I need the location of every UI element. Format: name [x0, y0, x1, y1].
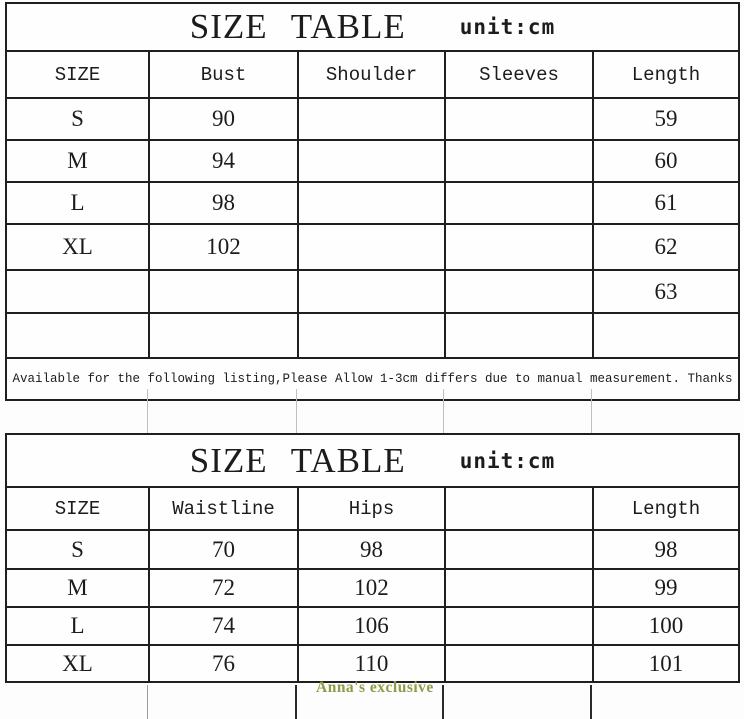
- table-cell: [446, 99, 594, 139]
- ghost-cell: [444, 389, 592, 433]
- table-row: [7, 568, 738, 606]
- table-cell: [299, 183, 446, 223]
- table-cell: [446, 141, 594, 181]
- size-table-top: [5, 2, 740, 401]
- table-row: [7, 223, 738, 269]
- table-cell: [150, 271, 299, 312]
- table-cell: [446, 225, 594, 269]
- table-cell: 99: [654, 575, 678, 600]
- table-cell: [446, 608, 594, 644]
- size-cell: XL: [7, 225, 150, 269]
- measurement-note: Available for the following listing,Please Allow 1-3cm differs due to manual measurement. Thanks: [7, 357, 738, 399]
- table-cell: 70: [150, 531, 299, 568]
- table-cell: [446, 271, 594, 312]
- col-header-waistline: Waistline: [150, 488, 299, 529]
- size-cell: [7, 314, 150, 357]
- table-cell: 102: [150, 225, 299, 269]
- partial-cell: [444, 685, 592, 719]
- table-cell: 100: [648, 613, 684, 638]
- table-cell: 60: [654, 148, 678, 173]
- table-cell: [446, 646, 594, 681]
- size-cell: S: [7, 99, 150, 139]
- table-row: [7, 97, 738, 139]
- col-header-empty: [446, 488, 594, 529]
- unit-label: unit:cm: [459, 448, 556, 473]
- size-cell: L: [7, 183, 150, 223]
- table-cell: [299, 314, 446, 357]
- table-cell: 62: [654, 234, 678, 259]
- size-cell: M: [7, 141, 150, 181]
- table-title: SIZE TABLE: [189, 7, 406, 46]
- table-cell: 110: [299, 646, 446, 681]
- table-cell: 59: [654, 106, 678, 131]
- table-cell: [446, 531, 594, 568]
- ghost-cell: [5, 389, 148, 433]
- table-cell: 101: [648, 650, 684, 676]
- table-cell: 102: [299, 570, 446, 606]
- table-cell: 61: [654, 190, 678, 215]
- partial-cell: [5, 685, 148, 719]
- table-cell: 98: [654, 536, 678, 562]
- table-cell: [299, 141, 446, 181]
- table-row: [7, 181, 738, 223]
- col-header-sleeves: Sleeves: [446, 52, 594, 97]
- header-row: [7, 52, 738, 97]
- header-row: [7, 488, 738, 529]
- table-row: [7, 606, 738, 644]
- table-cell: [446, 314, 594, 357]
- table-title: SIZE TABLE: [189, 440, 406, 480]
- col-header-size: SIZE: [7, 488, 150, 529]
- table-title-row: [7, 435, 738, 488]
- table-cell: 98: [299, 531, 446, 568]
- table-cell: [446, 570, 594, 606]
- table-cell: [446, 183, 594, 223]
- size-table-bottom: [5, 433, 740, 683]
- watermark: Anna's exclusive: [316, 679, 434, 696]
- table-title-row: [7, 4, 738, 52]
- partial-cell: [592, 685, 740, 719]
- partial-cell: [148, 685, 297, 719]
- table-cell: 63: [654, 278, 678, 304]
- col-header-shoulder: Shoulder: [299, 52, 446, 97]
- ghost-cell: [297, 389, 444, 433]
- table-row: [7, 139, 738, 181]
- table-cell: 74: [150, 608, 299, 644]
- table-cell: [150, 314, 299, 357]
- table-cell: [299, 225, 446, 269]
- table-row: [7, 644, 738, 681]
- table-cell: 76: [150, 646, 299, 681]
- ghost-cell: [148, 389, 297, 433]
- size-cell: XL: [7, 646, 150, 681]
- unit-label: unit:cm: [459, 15, 556, 39]
- col-header-length: Length: [631, 63, 701, 86]
- table-cell: 106: [299, 608, 446, 644]
- size-cell: [7, 271, 150, 312]
- table-cell: 72: [150, 570, 299, 606]
- table-cell: 90: [150, 99, 299, 139]
- table-cell: 94: [150, 141, 299, 181]
- ghost-cell: [592, 389, 740, 433]
- table-cell: 98: [150, 183, 299, 223]
- table-row: [7, 529, 738, 568]
- size-cell: S: [7, 531, 150, 568]
- size-cell: L: [7, 608, 150, 644]
- table-row: [7, 269, 738, 312]
- col-header-hips: Hips: [299, 488, 446, 529]
- col-header-length: Length: [631, 497, 701, 520]
- table-row: [7, 312, 738, 357]
- table-cell: [299, 99, 446, 139]
- size-cell: M: [7, 570, 150, 606]
- table-cell: [299, 271, 446, 312]
- table-cell: [594, 314, 738, 357]
- col-header-bust: Bust: [150, 52, 299, 97]
- col-header-size: SIZE: [7, 52, 150, 97]
- ghost-row: [5, 389, 740, 433]
